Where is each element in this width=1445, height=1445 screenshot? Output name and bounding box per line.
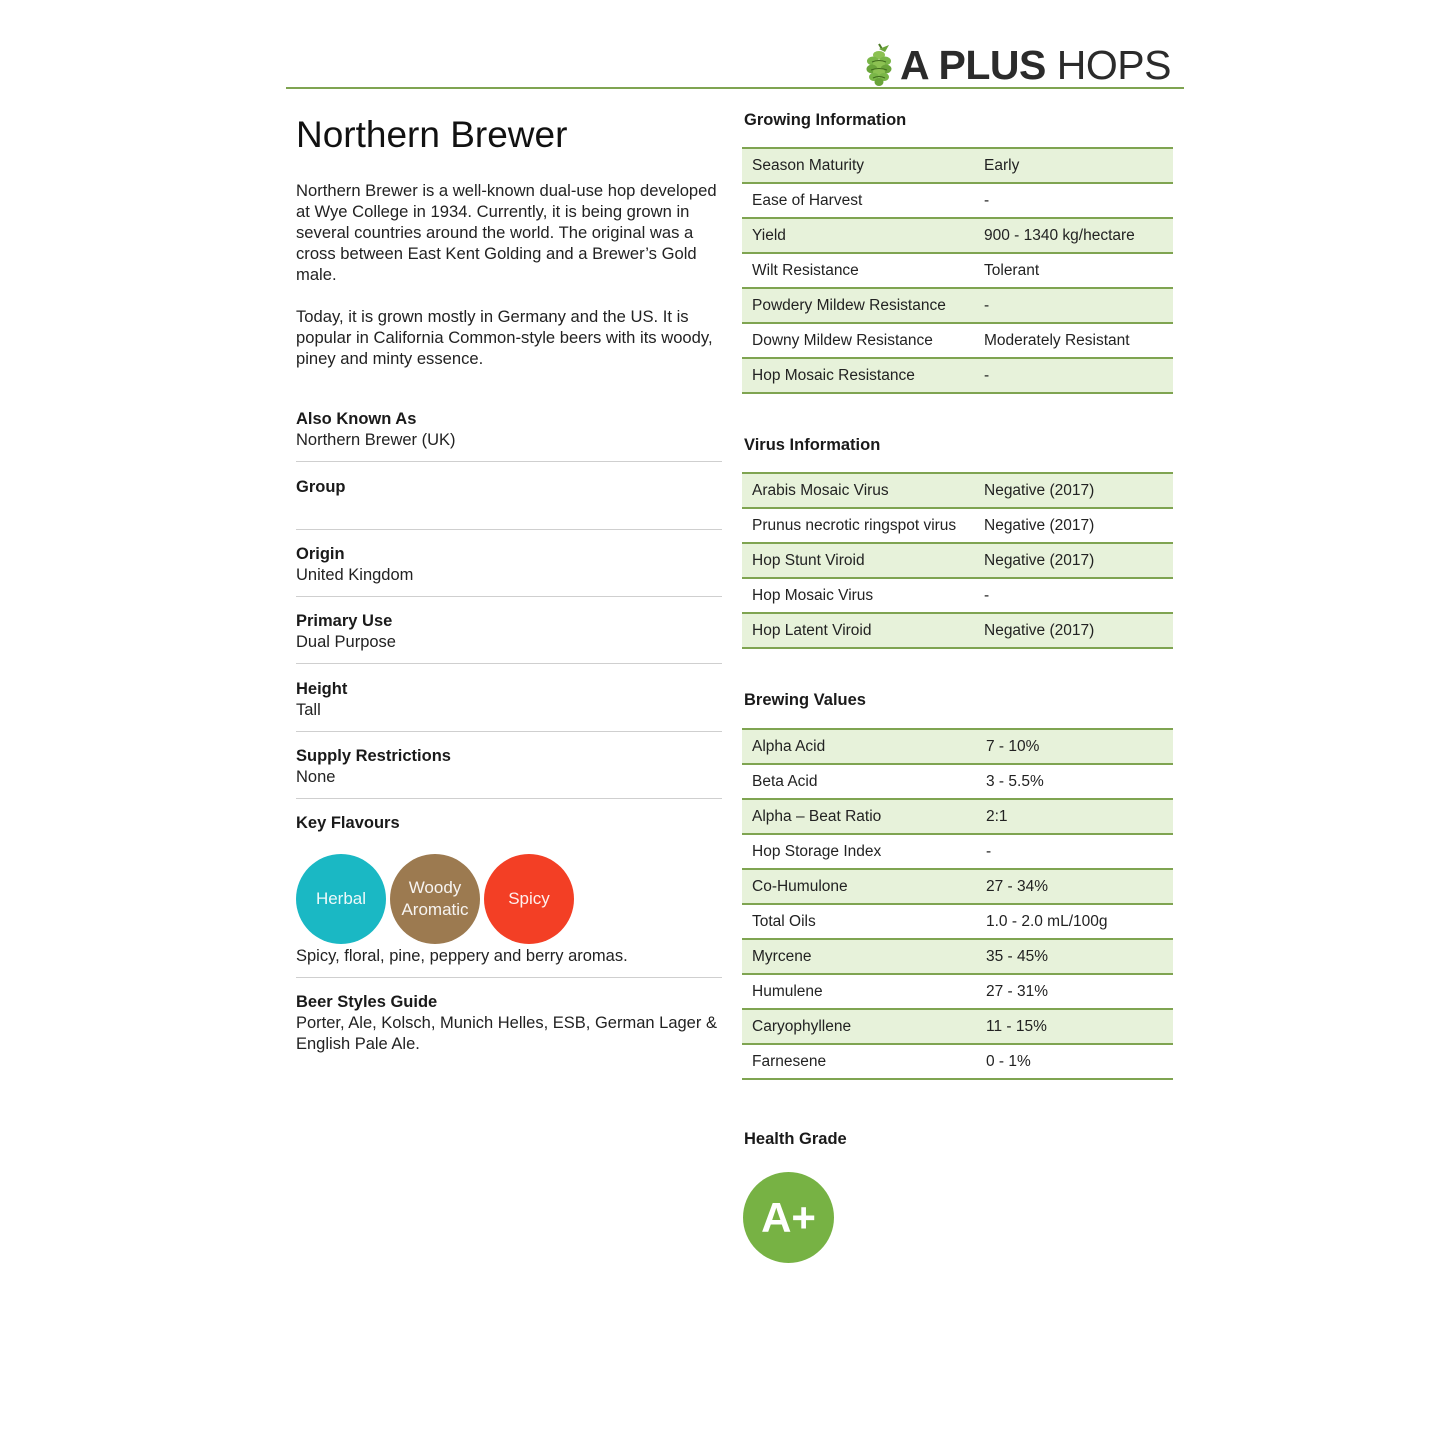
table-row xyxy=(742,870,1173,905)
table-row xyxy=(742,579,1173,614)
table-row xyxy=(742,219,1173,254)
divider xyxy=(296,663,722,664)
supply-restrictions: Supply Restrictions None xyxy=(296,747,451,786)
flavour-badges xyxy=(296,854,578,944)
row-value: 0 - 1% xyxy=(986,1052,1031,1070)
hop-description xyxy=(296,180,726,369)
row-value: 900 - 1340 kg/hectare xyxy=(984,226,1135,244)
table-row xyxy=(742,474,1173,509)
table-row xyxy=(742,975,1173,1010)
row-label: Myrcene xyxy=(752,947,812,965)
row-value: 11 - 15% xyxy=(986,1017,1047,1035)
table-row xyxy=(742,1010,1173,1045)
table-row xyxy=(742,905,1173,940)
row-value: Negative (2017) xyxy=(984,551,1095,569)
table-row xyxy=(742,149,1173,184)
row-label: Alpha – Beat Ratio xyxy=(752,807,882,825)
row-label: Wilt Resistance xyxy=(752,261,859,279)
row-label: Total Oils xyxy=(752,912,816,930)
table-row xyxy=(742,289,1173,324)
height: Height Tall xyxy=(296,680,348,719)
row-label: Farnesene xyxy=(752,1052,827,1070)
row-value: 7 - 10% xyxy=(986,737,1040,755)
row-label: Yield xyxy=(752,226,786,244)
table-row xyxy=(742,940,1173,975)
row-value: 3 - 5.5% xyxy=(986,772,1044,790)
row-value: Tolerant xyxy=(984,261,1040,279)
divider xyxy=(296,461,722,462)
row-label: Beta Acid xyxy=(752,772,818,790)
row-value: 27 - 31% xyxy=(986,982,1049,1000)
divider xyxy=(296,977,722,978)
table-row xyxy=(742,730,1173,765)
health-grade-heading: Health Grade xyxy=(744,1130,847,1148)
flavour-summary: Spicy, floral, pine, peppery and berry aromas. xyxy=(296,947,628,965)
row-label: Hop Mosaic Virus xyxy=(752,586,874,604)
hop-cone-icon xyxy=(862,42,896,88)
row-label: Downy Mildew Resistance xyxy=(752,331,933,349)
row-value: - xyxy=(984,586,990,604)
row-value: Early xyxy=(984,156,1020,174)
row-value: 2:1 xyxy=(986,807,1008,825)
brewing-values-table xyxy=(742,728,1173,1080)
virus-information-heading: Virus Information xyxy=(744,436,881,454)
row-value: Negative (2017) xyxy=(984,621,1095,639)
brand-name: A PLUS HOPS xyxy=(900,41,1171,88)
table-row xyxy=(742,765,1173,800)
flavour-badge-spicy: Spicy xyxy=(484,854,574,944)
row-value: Negative (2017) xyxy=(984,516,1095,534)
divider xyxy=(296,798,722,799)
primary-use: Primary Use Dual Purpose xyxy=(296,612,396,651)
divider xyxy=(296,731,722,732)
growing-information-table xyxy=(742,147,1173,394)
row-label: Co-Humulone xyxy=(752,877,848,895)
table-row xyxy=(742,509,1173,544)
row-value: - xyxy=(984,191,990,209)
row-value: 27 - 34% xyxy=(986,877,1049,895)
header-divider xyxy=(286,87,1184,89)
growing-information-heading: Growing Information xyxy=(744,111,907,129)
flavour-badge-herbal: Herbal xyxy=(296,854,386,944)
also-known-as: Also Known As Northern Brewer (UK) xyxy=(296,410,456,449)
row-label: Hop Stunt Viroid xyxy=(752,551,865,569)
description-paragraph: Northern Brewer is a well-known dual-use hop developed at Wye College in 1934. Currently, it is being grown in several countries around the world. The original was a cross between East Kent Golding and a Brewer’s Gold male. xyxy=(296,181,717,284)
row-value: - xyxy=(984,366,990,384)
divider xyxy=(296,529,722,530)
brand-logo xyxy=(862,40,1171,90)
table-row xyxy=(742,324,1173,359)
divider xyxy=(296,596,722,597)
flavour-badge-woody-aromatic: Woody Aromatic xyxy=(390,854,480,944)
row-value: Negative (2017) xyxy=(984,481,1095,499)
brewing-values-heading: Brewing Values xyxy=(744,691,866,709)
table-row xyxy=(742,254,1173,289)
table-row xyxy=(742,800,1173,835)
row-label: Season Maturity xyxy=(752,156,864,174)
health-grade-badge: A+ xyxy=(743,1172,834,1263)
table-row xyxy=(742,184,1173,219)
row-label: Hop Latent Viroid xyxy=(752,621,872,639)
description-paragraph: Today, it is grown mostly in Germany and the US. It is popular in California Common-style beers with its woody, piney and minty essence. xyxy=(296,307,713,368)
table-row xyxy=(742,835,1173,870)
row-label: Alpha Acid xyxy=(752,737,826,755)
table-row xyxy=(742,614,1173,649)
row-value: - xyxy=(986,842,992,860)
row-value: 1.0 - 2.0 mL/100g xyxy=(986,912,1108,930)
origin: Origin United Kingdom xyxy=(296,545,414,584)
row-label: Hop Storage Index xyxy=(752,842,882,860)
row-label: Powdery Mildew Resistance xyxy=(752,296,946,314)
group: Group xyxy=(296,478,346,496)
hop-name: Northern Brewer xyxy=(296,114,568,155)
hop-overview xyxy=(296,112,726,369)
virus-information-table xyxy=(742,472,1173,649)
row-value: - xyxy=(984,296,990,314)
table-row xyxy=(742,1045,1173,1080)
table-row xyxy=(742,544,1173,579)
row-value: Moderately Resistant xyxy=(984,331,1130,349)
row-label: Hop Mosaic Resistance xyxy=(752,366,915,384)
table-row xyxy=(742,359,1173,394)
row-label: Ease of Harvest xyxy=(752,191,863,209)
beer-styles-guide: Beer Styles Guide Porter, Ale, Kolsch, Munich Helles, ESB, German Lager & English Pale Ale. xyxy=(296,993,717,1053)
row-label: Humulene xyxy=(752,982,823,1000)
row-label: Caryophyllene xyxy=(752,1017,852,1035)
row-value: 35 - 45% xyxy=(986,947,1049,965)
row-label: Prunus necrotic ringspot virus xyxy=(752,516,957,534)
row-label: Arabis Mosaic Virus xyxy=(752,481,889,499)
key-flavours-heading: Key Flavours xyxy=(296,814,400,832)
